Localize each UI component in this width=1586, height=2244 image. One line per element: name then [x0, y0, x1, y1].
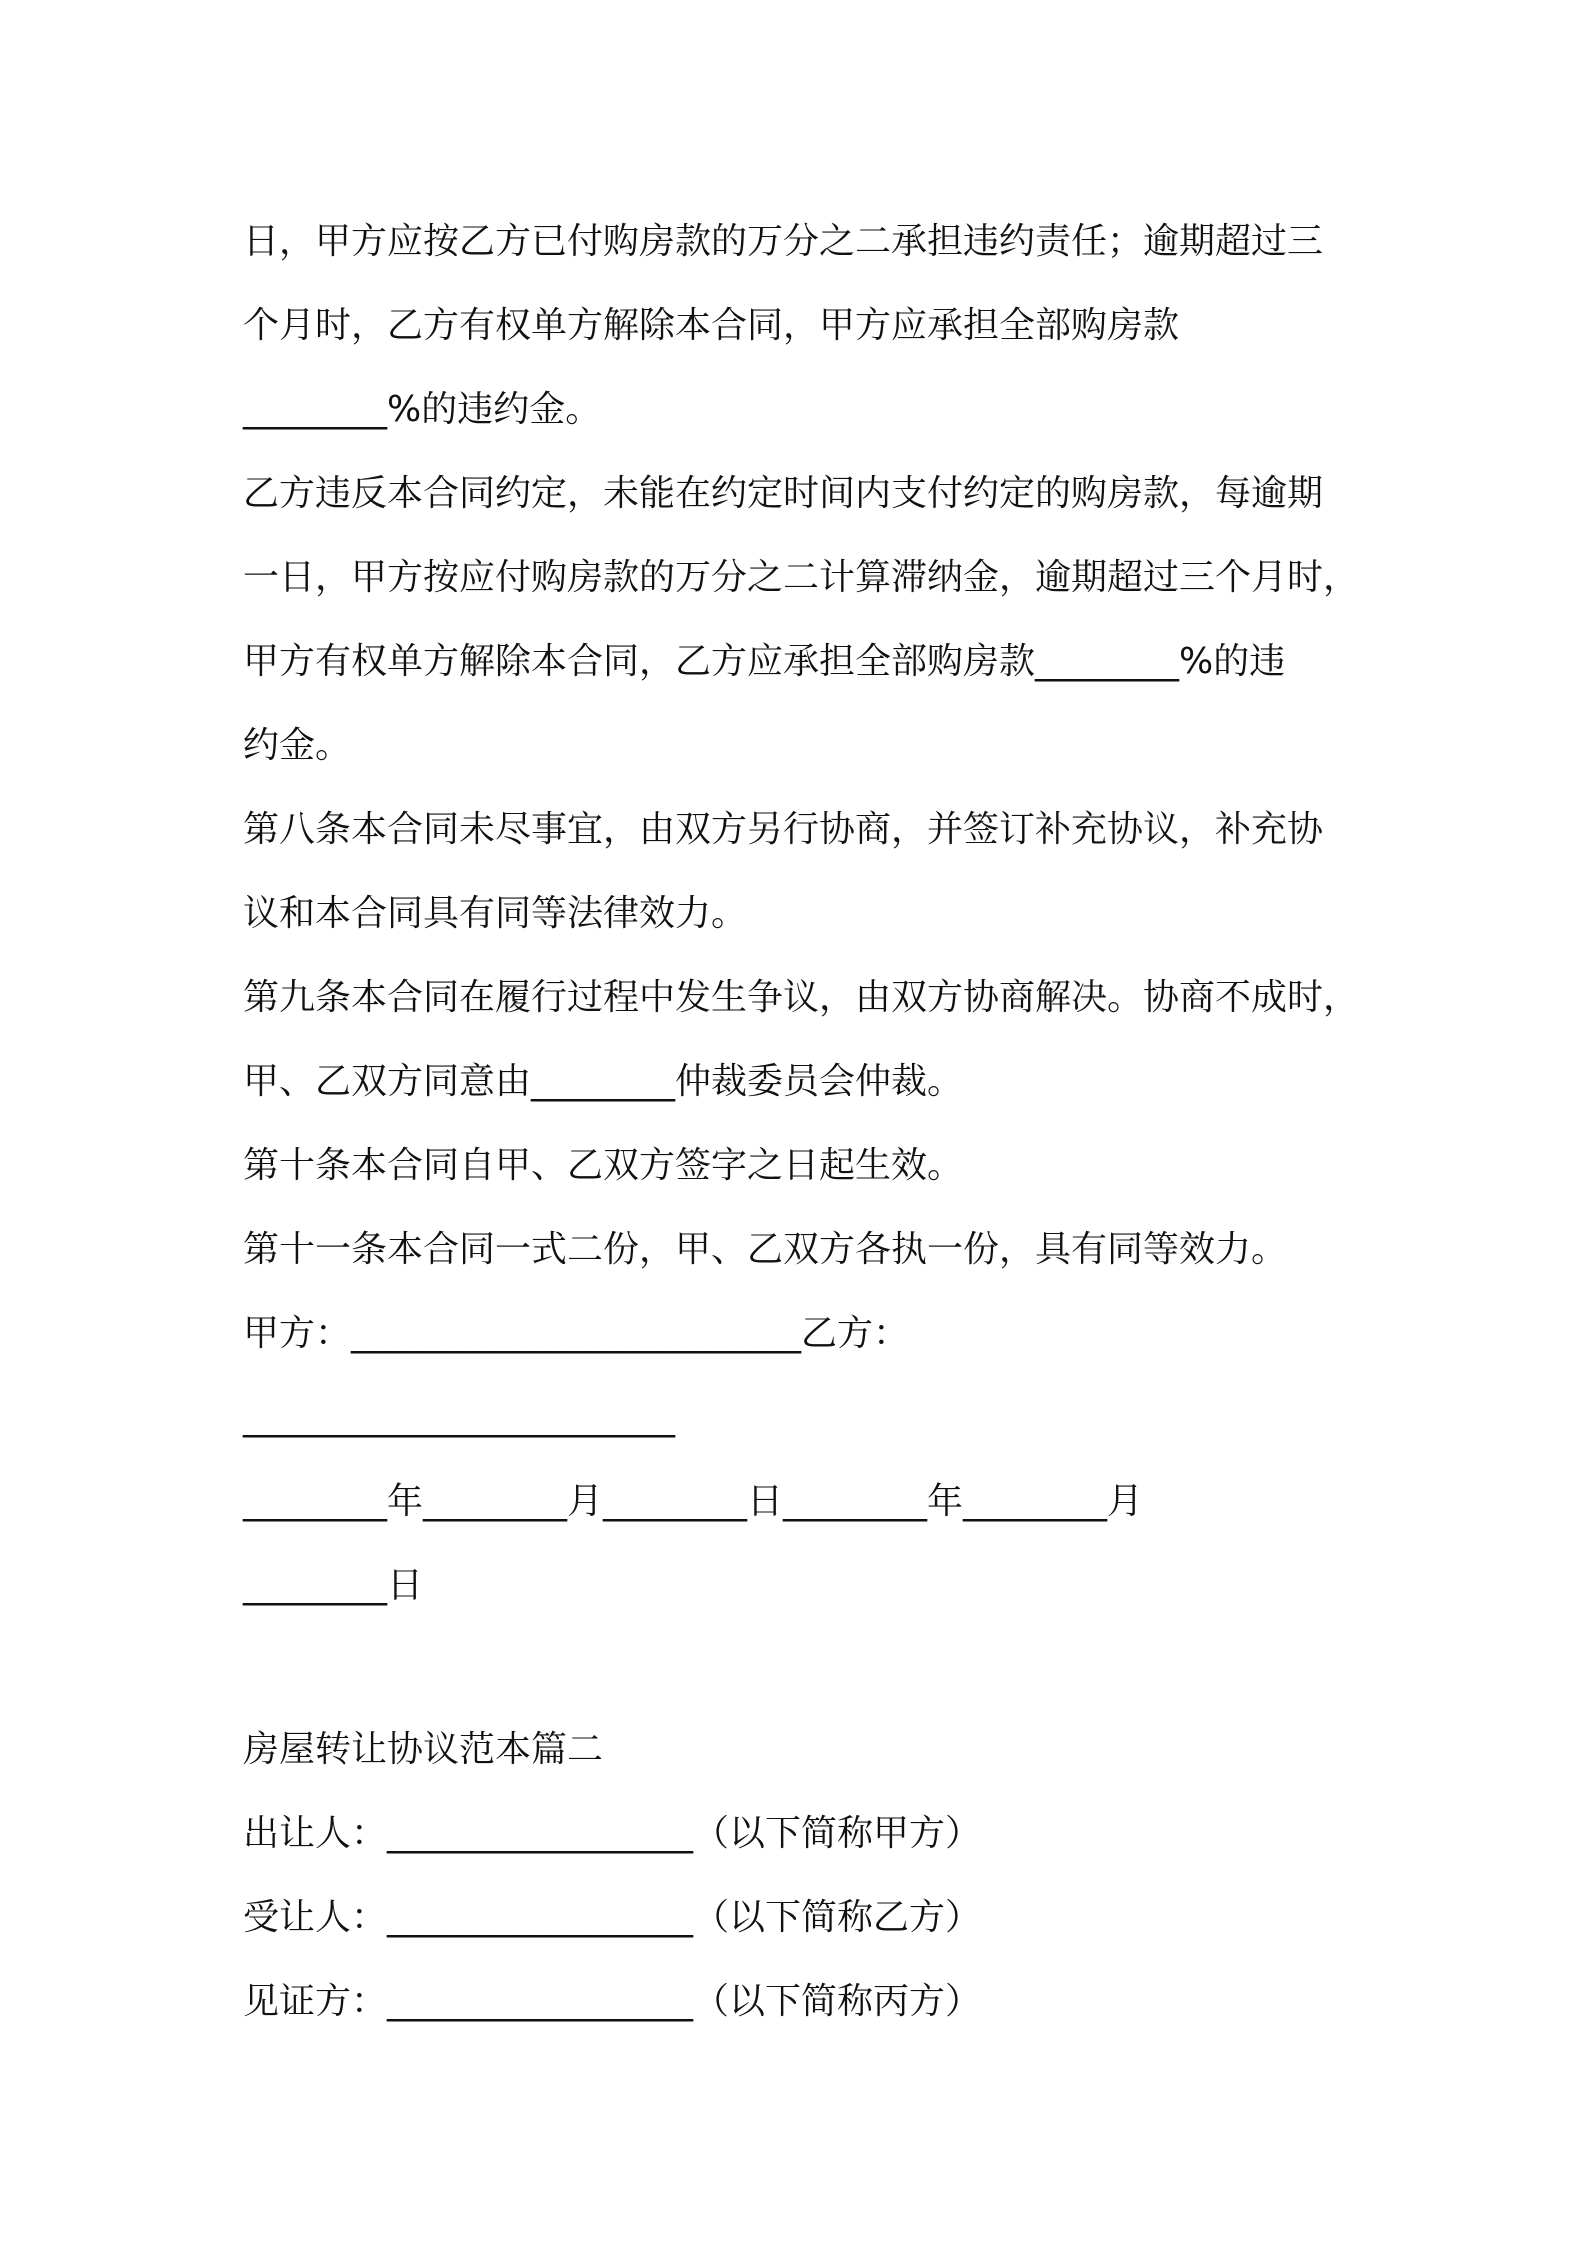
section-title: 房屋转让协议范本篇二: [243, 1729, 604, 1770]
text-line: 乙方违反本合同约定，未能在约定时间内支付约定的购房款，每逾期: [243, 473, 1324, 514]
date-line: ________日: [243, 1565, 424, 1606]
text-line: 一日，甲方按应付购房款的万分之二计算滞纳金，逾期超过三个月时，: [243, 557, 1360, 598]
party-line: 见证方：_________________（以下简称丙方）: [243, 1981, 982, 2022]
text-line: 第九条本合同在履行过程中发生争议，由双方协商解决。协商不成时，: [243, 977, 1360, 1018]
signature-line: 甲方：_________________________乙方：: [243, 1313, 910, 1354]
party-line: 受让人：_________________（以下简称乙方）: [243, 1897, 982, 1938]
text-line: 第八条本合同未尽事宜，由双方另行协商，并签订补充协议，补充协: [243, 809, 1324, 850]
party-line: 出让人：_________________（以下简称甲方）: [243, 1813, 982, 1854]
text-line: 甲方有权单方解除本合同，乙方应承担全部购房款________%的违: [243, 641, 1286, 682]
text-line: 第十条本合同自甲、乙双方签字之日起生效。: [243, 1145, 964, 1186]
text-line: 甲、乙双方同意由________仲裁委员会仲裁。: [243, 1061, 964, 1102]
text-line: ________%的违约金。: [243, 389, 602, 430]
text-line: 约金。: [243, 725, 352, 766]
document-page: [243, 200, 1363, 2044]
text-line: 个月时，乙方有权单方解除本合同，甲方应承担全部购房款: [243, 305, 1180, 346]
text-line: 日，甲方应按乙方已付购房款的万分之二承担违约责任；逾期超过三: [243, 221, 1324, 262]
signature-line: ________________________: [243, 1397, 675, 1438]
text-line: 第十一条本合同一式二份，甲、乙双方各执一份，具有同等效力。: [243, 1229, 1288, 1270]
date-line: ________年________月________日________年________月: [243, 1481, 1143, 1522]
text-line: 议和本合同具有同等法律效力。: [243, 893, 748, 934]
